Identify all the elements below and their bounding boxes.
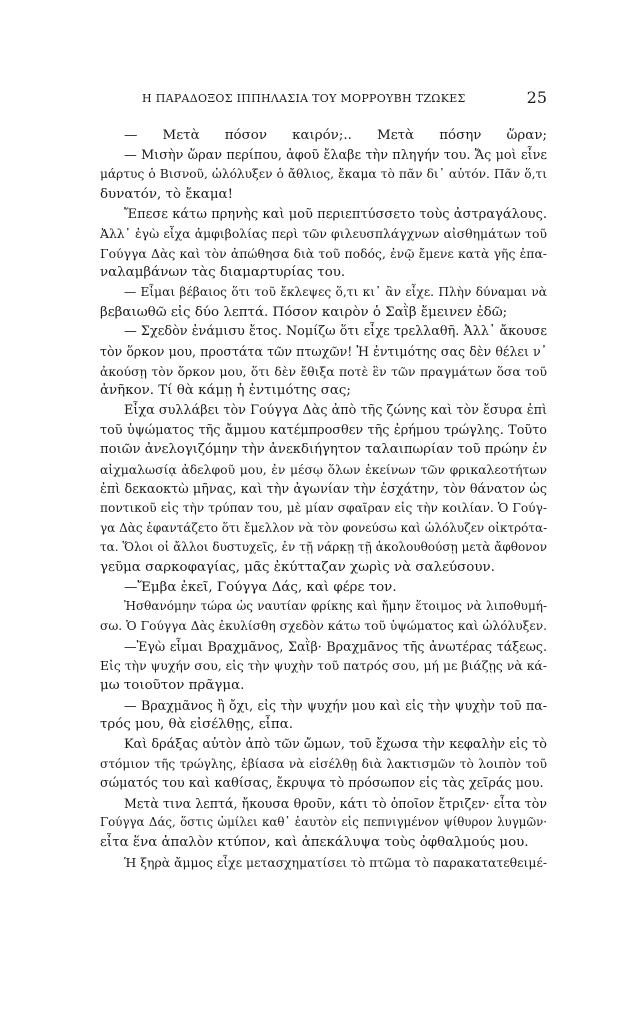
text-line: εἶτα ἕνα ἁπαλὸν κτύπον, καὶ ἀπεκάλυψα τοὺς ὀφθαλμούς μου. bbox=[100, 835, 529, 851]
text-line: —Ἐγὼ εἶμαι Βραχμᾶνος, Σαῒβ· Βραχμᾶνος τῆς ἀνωτέρας τάξεως. bbox=[124, 638, 547, 654]
running-head: Η ΠΑΡΑΔΟΞΟΣ ΙΠΠΗΛΑΣΙΑ ΤΟΥ ΜΟΡΡΟΥΒΗ ΤΖΩΚΕΣ bbox=[142, 92, 466, 105]
text-line: Γούγγα Δὰς καὶ τὸν ἀπώθησα διὰ τοῦ ποδός, ἐνῷ ἔμενε κατὰ γῆς ἐπα- bbox=[100, 245, 547, 261]
text-line: — Σχεδὸν ἐνάμισυ ἔτος. Νομίζω ὅτι εἶχε τρελλαθῆ. Ἀλλ᾽ ἄκουσε bbox=[124, 324, 547, 340]
text-line: ναλαμβάνων τὰς διαμαρτυρίας του. bbox=[100, 265, 346, 281]
text-line: — Μισὴν ὥραν περίπου, ἀφοῦ ἔλαβε τὴν πληγήν του. Ἄς μοὶ εἶνε bbox=[124, 147, 547, 163]
text-line: —Ἔμβα ἐκεῖ, Γούγγα Δάς, καὶ φέρε τον. bbox=[124, 579, 397, 595]
text-line: τρός μου, θὰ εἰσέλθῃς, εἶπα. bbox=[100, 717, 294, 733]
text-line: Μετὰ τινα λεπτά, ἤκουσα θροῦν, κάτι τὸ ὁποῖον ἔτριζεν· εἶτα τὸν bbox=[124, 795, 547, 811]
text-line: στόμιον τῆς τρώγλης, ἐβίασα νὰ εἰσέλθῃ διὰ λακτισμῶν τὸ λοιπὸν τοῦ bbox=[100, 756, 547, 771]
text-line: Εἶχα συλλάβει τὸν Γούγγα Δὰς ἀπὸ τῆς ζώνης καὶ τὸν ἔσυρα ἐπὶ bbox=[124, 402, 547, 418]
text-line: μάρτυς ὁ Βισνοῦ, ὠλόλυξεν ὁ ἄθλιος, ἔκαμα τὸ πᾶν δι᾽ αὐτόν. Πᾶν ὅ,τι bbox=[100, 167, 547, 182]
page-number: 25 bbox=[526, 88, 547, 107]
text-line: σω. Ὁ Γούγγα Δὰς ἐκυλίσθη σχεδὸν κάτω τοῦ ὑψώματος καὶ ὠλόλυξεν. bbox=[100, 619, 547, 634]
text-line: ἐπὶ δεκαοκτὼ μῆνας, καὶ τὴν ἀγωνίαν τὴν ἐσχάτην, τὸν θάνατον ὡς bbox=[100, 481, 547, 497]
text-line: μω τοιοῦτον πρᾶγμα. bbox=[100, 677, 245, 693]
text-line: Ἡ ξηρὰ ἄμμος εἶχε μετασχηματίσει τὸ πτῶμα τὸ παρακατατεθειμέ- bbox=[124, 854, 547, 870]
text-line: τα. Ὅλοι οἱ ἄλλοι δυστυχεῖς, ἐν τῇ νάρκῃ τῇ ἀκολουθούσῃ μετὰ ἄφθονον bbox=[100, 540, 547, 555]
page-header bbox=[100, 88, 547, 110]
text-line: ἀνῆκον. Τί θὰ κάμῃ ἡ ἐντιμότης σας; bbox=[100, 383, 351, 399]
text-line: ἀκούσῃ τὸν ὅρκον μου, ὅτι δὲν ἔθιξα ποτὲ ἓν τῶν πραγμάτων ὅσα τοῦ bbox=[100, 363, 547, 379]
body-text bbox=[100, 126, 547, 872]
text-line: Γούγγα Δάς, ὅστις ὡμίλει καθ᾽ ἑαυτὸν εἰς πεπνιγμένον ψίθυρον λυγμῶν· bbox=[100, 815, 547, 830]
text-line: αἰχμαλωσίᾳ ἀδελφοῦ μου, ἐν μέσῳ ὅλων ἐκείνων τῶν φρικαλεοτήτων bbox=[100, 461, 547, 477]
text-line: Ἔπεσε κάτω πρηνὴς καὶ μοῦ περιεπτύσσετο τοὺς ἀστραγάλους. bbox=[124, 206, 547, 222]
text-line: γεῦμα σαρκοφαγίας, μᾶς ἐκύτταζαν χωρὶς νὰ σαλεύσουν. bbox=[100, 560, 495, 576]
text-line: βεβαιωθῶ εἰς δύο λεπτά. Πόσον καιρὸν ὁ Σαῒβ ἔμεινεν ἐδῶ; bbox=[100, 304, 508, 320]
text-line: — Μετὰ πόσον καιρόν;.. Μετὰ πόσην ὥραν; bbox=[124, 128, 547, 143]
text-line: δυνατόν, τὸ ἔκαμα! bbox=[100, 186, 233, 202]
text-line: ποντικοῦ εἰς τὴν τρύπαν του, μὲ μίαν σφαῖραν εἰς τὴν κοιλίαν. Ὁ Γούγ- bbox=[100, 501, 547, 516]
text-line: ποιῶν ἀνελογιζόμην τὴν ἀνεκδιήγητον ταλαιπωρίαν τοῦ πρώην ἐν bbox=[100, 442, 547, 458]
text-line: τοῦ ὑψώματος τῆς ἄμμου κατέμπροσθεν τῆς ἐρήμου τρώγλης. Τοῦτο bbox=[100, 422, 547, 438]
text-line: τὸν ὅρκον μου, προστάτα τῶν πτωχῶν! Ἡ ἐντιμότης σας δὲν θέλει ν᾽ bbox=[100, 344, 547, 360]
text-line: Καὶ δράξας αὐτὸν ἀπὸ τῶν ὤμων, τοῦ ἔχωσα τὴν κεφαλὴν εἰς τὸ bbox=[124, 736, 547, 752]
text-line: — Βραχμᾶνος ἢ ὄχι, εἰς τὴν ψυχήν μου καὶ εἰς τὴν ψυχὴν τοῦ πα- bbox=[124, 697, 547, 713]
text-line: Ἀλλ᾽ ἐγὼ εἶχα ἀμφιβολίας περὶ τῶν φιλευσπλάγχνων αἰσθημάτων τοῦ bbox=[100, 226, 547, 242]
text-line: σώματός του καὶ καθίσας, ἔκρυψα τὸ πρόσωπον εἰς τὰς χεῖράς μου. bbox=[100, 776, 544, 792]
text-line: Εἰς τὴν ψυχήν σου, εἰς τὴν ψυχὴν τοῦ πατρός σου, μή με βιάζῃς νὰ κά- bbox=[100, 658, 547, 674]
text-line: Ἠσθανόμην τώρα ὡς ναυτίαν φρίκης καὶ ἤμην ἕτοιμος νὰ λιποθυμή- bbox=[124, 599, 547, 614]
text-line: — Εἶμαι βέβαιος ὅτι τοῦ ἔκλεψες ὅ,τι κι᾽ ἂν εἶχε. Πλὴν δύναμαι νὰ bbox=[124, 285, 547, 300]
text-line: γα Δὰς ἐφαντάζετο ὅτι ἔμελλον νὰ τὸν φονεύσω καὶ ὠλόλυζεν οἰκτρότα- bbox=[100, 520, 547, 535]
